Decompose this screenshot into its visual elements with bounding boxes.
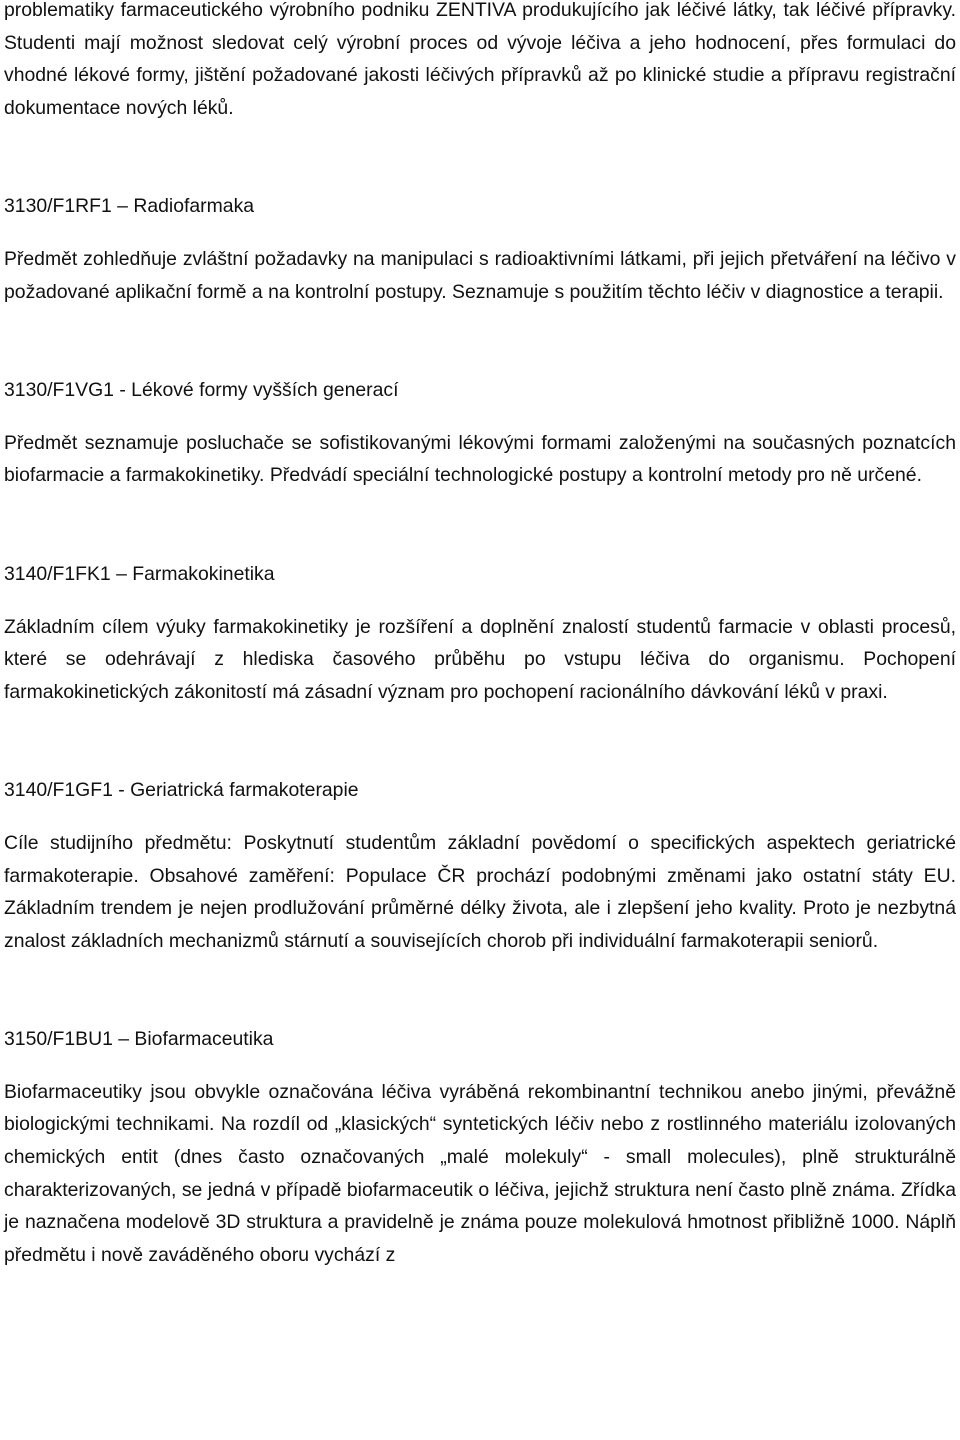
- course-heading-farmakokinetika: 3140/F1FK1 – Farmakokinetika: [4, 562, 275, 585]
- course-heading-biofarmaceutika: 3150/F1BU1 – Biofarmaceutika: [4, 1028, 274, 1051]
- course-heading-geriatricka-farmakoterapie: 3140/F1GF1 - Geriatrická farmakoterapie: [4, 779, 359, 802]
- course-description-farmakokinetika: Základním cílem výuky farmakokinetiky je rozšíření a doplnění znalostí studentů farmacie v oblasti procesů, které se odehrávají z hlediska časového průběhu po vstupu léčiva do organismu. Pochopení farmakokinetických zákonitostí má zásadní význam pro pochopení racionálního dávkování léků v praxi.: [4, 615, 956, 703]
- course-description-biofarmaceutika: Biofarmaceutiky jsou obvykle označována léčiva vyráběná rekombinantní technikou anebo jinými, převážně biologickými technikami. Na rozdíl od „klasických“ syntetických léčiv nebo z rostlinného materiálu izolovaných chemických entit (dnes často označovaných „malé molekuly“ - small molecules), plně strukturálně charakterizovaných, se jedná v případě biofarmaceutik o léčiva, jejichž struktura není často plně známa. Zřídka je naznačena modelově 3D struktura a pravidelně je známa pouze molekulová hmotnost přibližně 1000. Náplň předmětu i nově zaváděného oboru vychází z: [4, 1080, 956, 1266]
- intro-paragraph: problematiky farmaceutického výrobního podniku ZENTIVA produkujícího jak léčivé látky, tak léčivé přípravky. Studenti mají možnost sledovat celý výrobní proces od vývoje léčiva a jeho hodnocení, přes formulaci do vhodné lékové formy, jištění požadované jakosti léčivých přípravků až po klinické studie a přípravu registrační dokumentace nových léků.: [4, 0, 956, 119]
- document-page: [4, 0, 956, 1271]
- course-description-geriatricka-farmakoterapie: Cíle studijního předmětu: Poskytnutí studentům základní povědomí o specifických aspektech geriatrické farmakoterapie. Obsahové zaměření: Populace ČR prochází podobnými změnami jako ostatní státy EU. Základním trendem je nejen prodlužování průměrné délky života, ale i zlepšení jeho kvality. Proto je nezbytná znalost základních mechanizmů stárnutí a souvisejících chorob při individuální farmakoterapii seniorů.: [4, 831, 956, 952]
- course-heading-lekove-formy: 3130/F1VG1 - Lékové formy vyšších generací: [4, 379, 399, 402]
- course-heading-radiofarmaka: 3130/F1RF1 – Radiofarmaka: [4, 195, 255, 218]
- course-description-radiofarmaka: Předmět zohledňuje zvláštní požadavky na manipulaci s radioaktivními látkami, při jejich přetváření na léčivo v požadované aplikační formě a na kontrolní postupy. Seznamuje s použitím těchto léčiv v diagnostice a terapii.: [4, 247, 956, 303]
- course-description-lekove-formy: Předmět seznamuje posluchače se sofistikovanými lékovými formami založenými na současných poznatcích biofarmacie a farmakokinetiky. Předvádí speciální technologické postupy a kontrolní metody pro ně určené.: [4, 431, 956, 487]
